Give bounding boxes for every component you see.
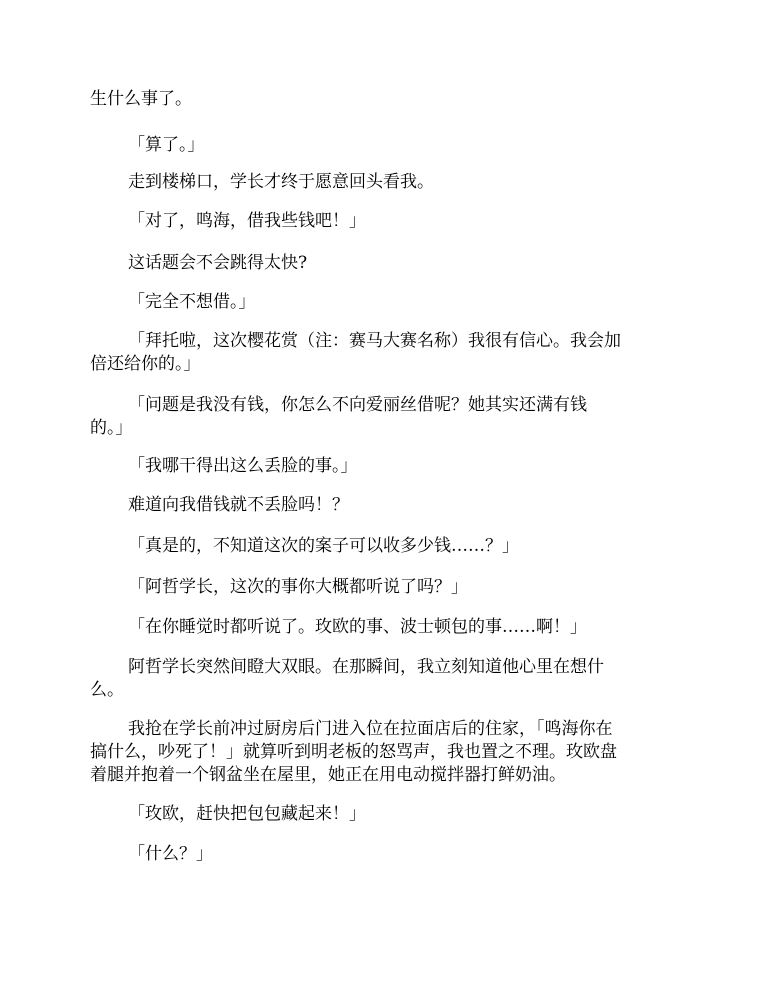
text-line: 「玫欧，赶快把包包藏起来！」 bbox=[128, 804, 366, 824]
text-line: 我抢在学长前冲过厨房后门进入位在拉面店后的住家，「鸣海你在 bbox=[128, 719, 613, 739]
text-line: 「我哪干得出这么丢脸的事。」 bbox=[128, 456, 358, 476]
text-line: 倍还给你的。」 bbox=[90, 354, 201, 374]
text-line: 这话题会不会跳得太快? bbox=[128, 253, 308, 273]
paragraph bbox=[90, 535, 674, 558]
paragraph bbox=[90, 252, 674, 275]
text-line: 「算了。」 bbox=[128, 135, 205, 155]
text-line: 「对了，鸣海，借我些钱吧！」 bbox=[128, 211, 366, 231]
paragraph bbox=[90, 843, 674, 866]
text-line: 难道向我借钱就不丢脸吗！？ bbox=[128, 495, 349, 515]
text-line: 「阿哲学长，这次的事你大概都听说了吗？」 bbox=[128, 577, 468, 597]
paragraph bbox=[90, 455, 674, 478]
text-line: 「拜托啦，这次樱花赏（注：赛马大赛名称）我很有信心。我会加 bbox=[128, 331, 621, 351]
paragraph bbox=[90, 494, 674, 517]
text-line: 「完全不想借。」 bbox=[128, 292, 256, 312]
text-line: 么。 bbox=[90, 680, 124, 700]
paragraph bbox=[90, 291, 674, 314]
paragraph bbox=[90, 616, 674, 639]
text-line: 搞什么，吵死了！」就算听到明老板的怒骂声，我也置之不理。玫欧盘 bbox=[90, 742, 617, 762]
paragraph bbox=[90, 718, 674, 787]
text-line: 生什么事了。 bbox=[90, 89, 192, 109]
paragraph bbox=[90, 134, 674, 157]
text-line: 走到楼梯口，学长才终于愿意回头看我。 bbox=[128, 172, 434, 192]
paragraph bbox=[90, 803, 674, 826]
text-line: 「什么？」 bbox=[128, 844, 213, 864]
text-line: 的。」 bbox=[90, 418, 133, 438]
paragraph bbox=[90, 88, 674, 111]
text-line: 「真是的，不知道这次的案子可以收多少钱……？」 bbox=[128, 536, 519, 556]
paragraph bbox=[90, 330, 674, 376]
paragraph bbox=[90, 171, 674, 194]
paragraph bbox=[90, 656, 674, 702]
paragraph bbox=[90, 394, 674, 440]
text-line: 「在你睡觉时都听说了。玫欧的事、波士顿包的事……啊！」 bbox=[128, 617, 587, 637]
paragraph bbox=[90, 576, 674, 599]
paragraph bbox=[90, 210, 674, 233]
text-line: 着腿并抱着一个钢盆坐在屋里，她正在用电动搅拌器打鲜奶油。 bbox=[90, 765, 566, 785]
text-line: 阿哲学长突然间瞪大双眼。在那瞬间，我立刻知道他心里在想什 bbox=[128, 657, 604, 677]
text-line: 「问题是我没有钱，你怎么不向爱丽丝借呢？她其实还满有钱 bbox=[128, 395, 587, 415]
